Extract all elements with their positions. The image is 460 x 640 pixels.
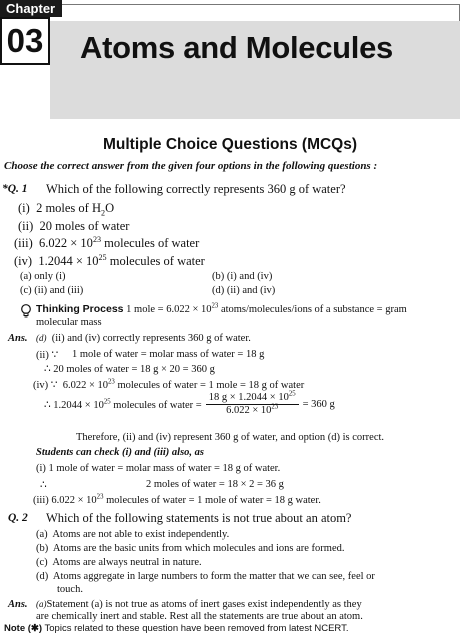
fraction: $\frac{18 g \times 1.2044 \times 10^{25}}{6.022 \times 10^{23}}$ xyxy=(206,392,299,417)
answer-text-cont: are chemically inert and stable. Rest all the statements are true about an atom. xyxy=(36,611,363,622)
instruction: Choose the correct answer from the given four options in the following questions : xyxy=(4,160,378,172)
question-text: Which of the following correctly represents 360 g of water? xyxy=(46,182,346,196)
option-item: (iv) $1.2044 \times 10^{25}$ molecules of water xyxy=(14,252,205,268)
answer-choice: (c) (ii) and (iii) xyxy=(20,285,84,296)
check-line: 2 moles of water = 18 × 2 = 36 g xyxy=(146,479,284,490)
option-item: (a) Atoms are not able to exist independently. xyxy=(36,529,230,540)
check-line: (i) 1 mole of water = molar mass of water = 18 g of water. xyxy=(36,463,281,474)
check-symbol: ∴ xyxy=(40,480,47,491)
chapter-title: Atoms and Molecules xyxy=(80,30,393,65)
answer-label: Ans. xyxy=(8,599,28,610)
option-item: (b) Atoms are the basic units from which molecules and ions are formed. xyxy=(36,543,345,554)
option-item: (ii) 20 moles of water xyxy=(18,219,130,233)
chapter-tab: Chapter xyxy=(0,0,62,17)
answer-ii-label: (ii) ∵ xyxy=(36,350,59,361)
check-heading: Students can check (i) and (iii) also, as xyxy=(36,447,205,458)
thinking-process: Thinking Process 1 mole = $6.022 \times 10^{23}$ atoms/molecules/ions of a substance = gram xyxy=(36,302,407,315)
answer-choice: (d) (ii) and (iv) xyxy=(212,285,276,296)
answer-text: (a)Statement (a) is not true as atoms of inert gases exist independently as they xyxy=(36,599,362,610)
check-line: (iii) $6.022 \times 10^{23}$ molecules of water = 1 mole of water = 18 g water. xyxy=(33,493,321,506)
answer-ii-line: ∴ 20 moles of water = 18 g × 20 = 360 g xyxy=(44,364,215,375)
chapter-number: 03 xyxy=(0,17,50,65)
option-item: (d) Atoms aggregate in large numbers to form the matter that we can see, feel or xyxy=(36,571,375,582)
option-item-cont: touch. xyxy=(57,584,83,595)
question-label: Q. 2 xyxy=(8,512,28,524)
option-item: (i) 2 moles of $H_2O$ xyxy=(18,201,115,218)
footnote: Note (✱) Topics related to these question have been removed from latest NCERT. xyxy=(4,623,349,634)
question-text: Which of the following statements is not true about an atom? xyxy=(46,511,352,525)
answer-iv-line: (iv) ∵ $6.022 \times 10^{23}$ molecules of water = 1 mole = 18 g of water xyxy=(33,378,305,391)
option-item: (c) Atoms are always neutral in nature. xyxy=(36,557,202,568)
thinking-process-cont: molecular mass xyxy=(36,317,102,328)
answer-ii-line: 1 mole of water = molar mass of water = 18 g xyxy=(72,349,265,360)
header-rule xyxy=(62,4,460,5)
answer-choice: (b) (i) and (iv) xyxy=(212,271,273,282)
section-title: Multiple Choice Questions (MCQs) xyxy=(102,136,358,153)
option-item: (iii) $6.022 \times 10^{23}$ molecules of water xyxy=(14,234,200,250)
answer-calculation: ∴ $1.2044 \times 10^{25}$ molecules of water = $\frac{18 g \times 1.2044 \times 10^{25}}{6.022 \times 10^{23}}$ = 360 g xyxy=(44,390,335,417)
lightbulb-icon xyxy=(20,303,32,317)
question-label: *Q. 1 xyxy=(2,183,28,195)
answer-choice: (a) only (i) xyxy=(20,271,66,282)
answer-text: (d) (ii) and (iv) correctly represents 360 g of water. xyxy=(36,333,251,344)
answer-conclusion: Therefore, (ii) and (iv) represent 360 g of water, and option (d) is correct. xyxy=(76,432,385,443)
answer-label: Ans. xyxy=(8,333,28,344)
